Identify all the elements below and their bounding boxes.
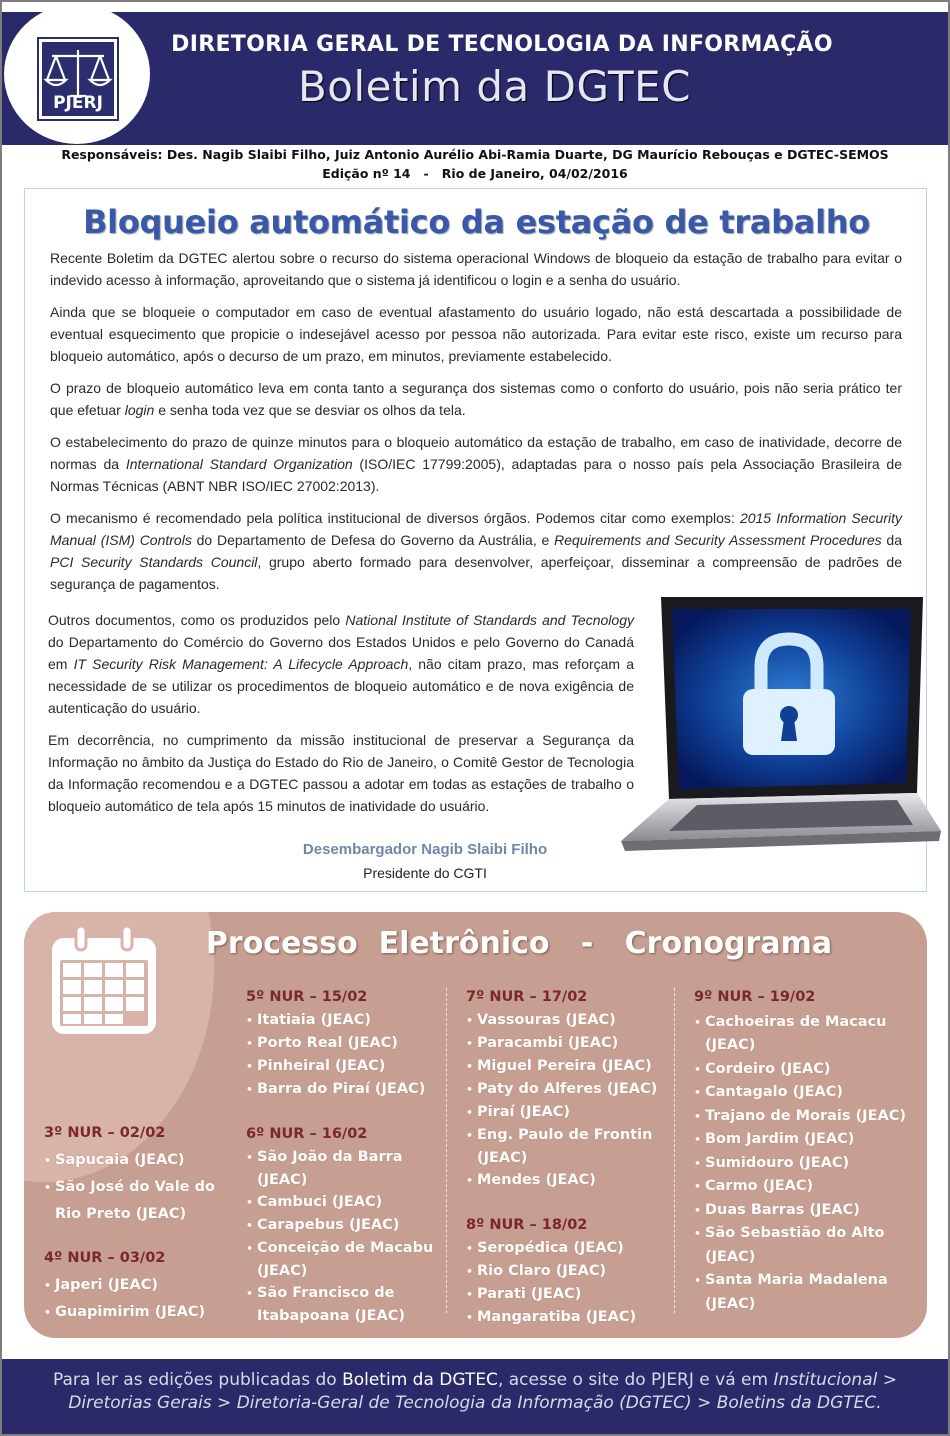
schedule-item: • Guapimirim (JEAC)	[44, 1299, 224, 1326]
schedule-item: • Sapucaia (JEAC)	[44, 1147, 224, 1174]
schedule-item: • Duas Barras (JEAC)	[694, 1199, 914, 1223]
scales-of-justice-icon	[42, 44, 114, 100]
schedule-item: • Cordeiro (JEAC)	[694, 1058, 914, 1082]
edition-line: Edição nº 14 - Rio de Janeiro, 04/02/2016	[322, 166, 628, 181]
footer-text: Para ler as edições publicadas do Boletim da DGTEC, acesse o site do PJERJ e vá em Institucional > Diretorias Gerais > Diretoria-Geral de Tecnologia da Informação (DGTEC) > Boletins da DGTEC.	[53, 1370, 897, 1413]
nur-heading: 6º NUR – 16/02	[246, 1126, 368, 1142]
group-spacer	[246, 1101, 441, 1123]
article-paragraph-5: O mecanismo é recomendado pela política institucional de diversos órgãos. Podemos citar como exemplos: 2015 Information Security Manual (ISM) Controls do Departamento de Defesa do Governo da Austrália, e Requirements and Security Assessment Procedures da PCI Security Standards Council, grupo aberto formado para desenvolver, aperfeiçoar, disseminar a compreensão de padrões de segurança de pagamentos.	[50, 510, 902, 592]
signer-role: Presidente do CGTI	[363, 865, 487, 881]
schedule-item: • Seropédica (JEAC)	[466, 1237, 666, 1260]
schedule-item: • Miguel Pereira (JEAC)	[466, 1055, 666, 1078]
nur-heading: 8º NUR – 18/02	[466, 1217, 588, 1233]
schedule-column-3	[466, 986, 666, 1329]
column-divider	[674, 988, 675, 1313]
schedule-item: • São João da Barra (JEAC)	[246, 1146, 441, 1191]
logo-badge	[4, 4, 150, 144]
schedule-column-1	[44, 1120, 224, 1326]
schedule-item: • Cachoeiras de Macacu (JEAC)	[694, 1011, 914, 1058]
schedule-item: • Santa Maria Madalena (JEAC)	[694, 1269, 914, 1316]
schedule-item: • Cambuci (JEAC)	[246, 1191, 441, 1214]
schedule-item: • Sumidouro (JEAC)	[694, 1152, 914, 1176]
schedule-item: • Barra do Piraí (JEAC)	[246, 1078, 441, 1101]
schedule-item: • São Sebastião do Alto (JEAC)	[694, 1222, 914, 1269]
schedule-column-2	[246, 986, 441, 1327]
schedule-item: • Rio Claro (JEAC)	[466, 1260, 666, 1283]
pjerj-logo	[39, 39, 117, 119]
article-box	[24, 188, 927, 892]
article-paragraph-6: Outros documentos, como os produzidos pelo National Institute of Standards and Tecnology do Departamento do Comércio do Governo dos Estados Unidos e pelo Governo do Canadá em IT Security Risk Management: A Lifecycle Approach, não citam prazo, mas reforçam a necessidade de se utilizar os procedimentos de bloqueio automático e de nova exigência de autenticação do usuário.	[48, 612, 634, 716]
article-paragraph-1: Recente Boletim da DGTEC alertou sobre o recurso do sistema operacional Windows de bloqueio da estação de trabalho para evitar o indevido acesso à informação, aproveitando que o sistema já identificou o login e a senha do usuário.	[50, 250, 902, 288]
signer-name: Desembargador Nagib Slaibi Filho	[302, 841, 548, 858]
schedule-item: • São José do Vale do Rio Preto (JEAC)	[44, 1174, 224, 1227]
schedule-item: • Mendes (JEAC)	[466, 1169, 666, 1192]
nur-heading: 9º NUR – 19/02	[694, 989, 816, 1005]
article-paragraph-7: Em decorrência, no cumprimento da missão institucional de preservar a Segurança da Informação no âmbito da Justiça do Estado do Rio de Janeiro, o Comitê Gestor de Tecnologia da Informação recomendou e a DGTEC passou a adotar em todas as estações de trabalho o bloqueio automático de tela após 15 minutos de inatividade do usuário.	[48, 732, 634, 814]
footer-banner	[2, 1359, 948, 1436]
schedule-item: • Mangaratiba (JEAC)	[466, 1306, 666, 1329]
schedule-item: • Paty do Alferes (JEAC)	[466, 1078, 666, 1101]
schedule-item: • Porto Real (JEAC)	[246, 1032, 441, 1055]
logo-text: PJERJ	[53, 93, 103, 113]
schedule-item: • Eng. Paulo de Frontin (JEAC)	[466, 1124, 666, 1169]
article-title: Bloqueio automático da estação de trabalho	[83, 203, 870, 241]
schedule-item: • Paracambi (JEAC)	[466, 1032, 666, 1055]
schedule-item: • Cantagalo (JEAC)	[694, 1081, 914, 1105]
cronograma-panel	[24, 912, 927, 1338]
column-divider	[446, 988, 447, 1313]
header-directorate: DIRETORIA GERAL DE TECNOLOGIA DA INFORMAÇÃO	[171, 32, 833, 57]
schedule-item: • Vassouras (JEAC)	[466, 1009, 666, 1032]
header-title: Boletim da DGTEC	[297, 62, 692, 111]
article-paragraph-2: Ainda que se bloqueie o computador em caso de eventual afastamento do usuário logado, não está descartada a possibilidade de eventual esquecimento que propicie o indesejável acesso por pessoa não autorizada. Para evitar este risco, existe um recurso para bloqueio automático, após o decurso de um prazo, em minutos, previamente estabelecido.	[50, 304, 902, 364]
footer-navigation-path: Institucional > Diretorias Gerais > Diretoria-Geral de Tecnologia da Informação (DGTEC) > Boletins da DGTEC.	[68, 1370, 897, 1413]
nur-heading: 3º NUR – 02/02	[44, 1125, 166, 1141]
schedule-item: • Parati (JEAC)	[466, 1283, 666, 1306]
article-paragraph-4: O estabelecimento do prazo de quinze minutos para o bloqueio automático da estação de trabalho, em caso de inatividade, decorre de normas da International Standard Organization (ISO/IEC 17799:2005), adaptadas para o nosso país pela Associação Brasileira de Normas Técnicas (ABNT NBR ISO/IEC 27002:2013).	[50, 434, 902, 494]
schedule-item: • Bom Jardim (JEAC)	[694, 1128, 914, 1152]
schedule-column-4	[694, 986, 914, 1316]
nur-heading: 7º NUR – 17/02	[466, 989, 588, 1005]
group-spacer	[466, 1192, 666, 1214]
nur-heading: 5º NUR – 15/02	[246, 989, 368, 1005]
schedule-item: • Carmo (JEAC)	[694, 1175, 914, 1199]
responsible-line: Responsáveis: Des. Nagib Slaibi Filho, Juiz Antonio Aurélio Abi-Ramia Duarte, DG Maurício Rebouças e DGTEC-SEMOS	[61, 147, 889, 162]
laptop-lock-illustration	[617, 593, 943, 858]
schedule-item: • Carapebus (JEAC)	[246, 1214, 441, 1237]
schedule-item: • Pinheiral (JEAC)	[246, 1055, 441, 1078]
nur-heading: 4º NUR – 03/02	[44, 1250, 166, 1266]
schedule-item: • Piraí (JEAC)	[466, 1101, 666, 1124]
calendar-icon	[48, 924, 160, 1038]
cronograma-title: Processo Eletrônico - Cronograma	[205, 926, 833, 961]
schedule-item: • São Francisco de Itabapoana (JEAC)	[246, 1282, 441, 1327]
schedule-item: • Conceição de Macabu (JEAC)	[246, 1237, 441, 1282]
schedule-item: • Japeri (JEAC)	[44, 1272, 224, 1299]
schedule-item: • Itatiaia (JEAC)	[246, 1009, 441, 1032]
group-spacer	[44, 1227, 224, 1245]
article-paragraph-3: O prazo de bloqueio automático leva em conta tanto a segurança dos sistemas como o conforto do usuário, pois não seria prático ter que efetuar login e senha toda vez que se desviar os olhos da tela.	[50, 380, 902, 418]
schedule-item: • Trajano de Morais (JEAC)	[694, 1105, 914, 1129]
